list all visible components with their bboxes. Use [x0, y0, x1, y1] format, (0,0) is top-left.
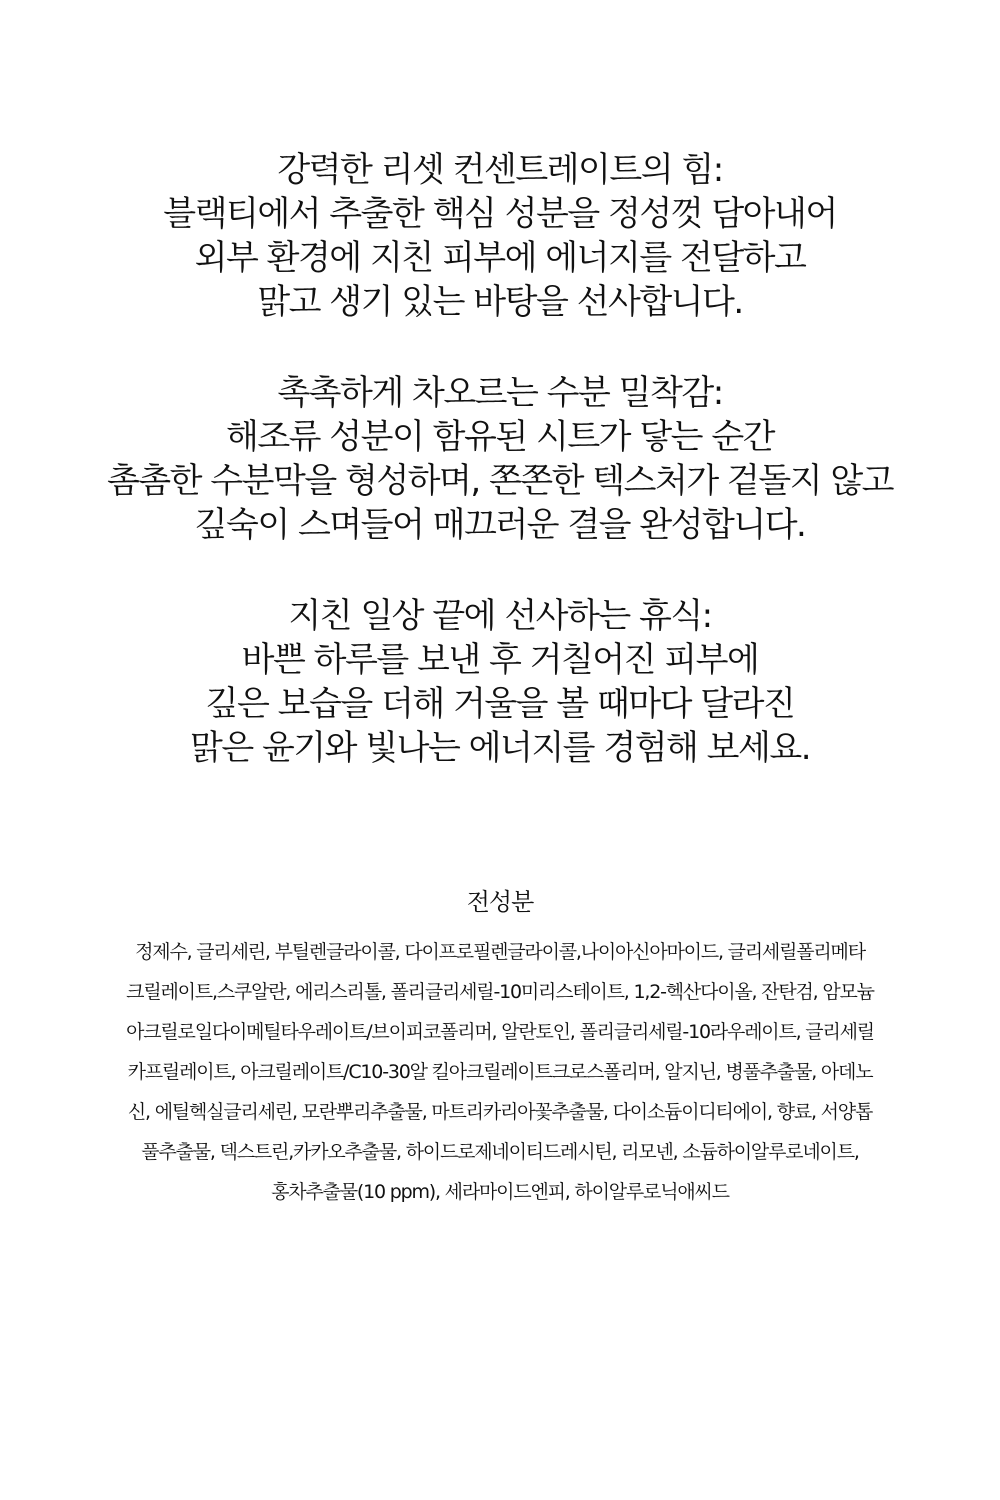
- copy-line: 촘촘한 수분막을 형성하며, 쫀쫀한 텍스처가 겉돌지 않고: [106, 461, 894, 501]
- copy-line: 블랙티에서 추출한 핵심 성분을 정성껏 담아내어: [163, 194, 837, 234]
- ingredients-line: 정제수, 글리세린, 부틸렌글라이콜, 다이프로필렌글라이콜,나이아신아마이드, 글리세릴폴리메타: [135, 941, 865, 963]
- copy-line: 깊숙이 스며들어 매끄러운 결을 완성합니다.: [194, 505, 806, 545]
- copy-line: 해조류 성분이 함유된 시트가 닿는 순간: [225, 417, 775, 457]
- main-copy: [0, 148, 1000, 817]
- copy-line: 맑고 생기 있는 바탕을 선사합니다.: [257, 282, 743, 322]
- copy-line: 깊은 보습을 더해 거울을 볼 때마다 달라진: [205, 684, 795, 724]
- copy-block-daily-rest: [0, 594, 1000, 770]
- ingredients-line: 크릴레이트,스쿠알란, 에리스리톨, 폴리글리세릴-10미리스테이트, 1,2-헥산다이올, 잔탄검, 암모늄: [126, 981, 874, 1003]
- ingredients-line: 아크릴로일다이메틸타우레이트/브이피코폴리머, 알란토인, 폴리글리세릴-10라우레이트, 글리세릴: [126, 1021, 874, 1043]
- ingredients-line: 홍차추출물(10 ppm), 세라마이드엔피, 하이알루로닉애씨드: [271, 1181, 729, 1203]
- ingredients-line: 카프릴레이트, 아크릴레이트/C10-30알 킬아크릴레이트크로스폴리머, 알지닌, 병풀추출물, 아데노: [127, 1061, 873, 1083]
- ingredients-title: 전성분: [466, 888, 534, 916]
- copy-line: 바쁜 하루를 보낸 후 거칠어진 피부에: [241, 640, 759, 680]
- ingredients-section: [0, 884, 1000, 1212]
- ingredients-line: 풀추출물, 덱스트린,카카오추출물, 하이드로제네이티드레시틴, 리모넨, 소듐하이알루로네이트,: [141, 1141, 859, 1163]
- copy-heading: 지친 일상 끝에 선사하는 휴식:: [288, 596, 712, 636]
- copy-block-moisture-adhesion: [0, 371, 1000, 547]
- copy-line: 맑은 윤기와 빛나는 에너지를 경험해 보세요.: [189, 728, 811, 768]
- ingredients-line: 신, 에틸헥실글리세린, 모란뿌리추출물, 마트리카리아꽃추출물, 다이소듐이디티에이, 향료, 서양톱: [127, 1101, 873, 1123]
- copy-heading: 강력한 리셋 컨센트레이트의 힘:: [277, 150, 723, 190]
- copy-line: 외부 환경에 지친 피부에 에너지를 전달하고: [194, 238, 806, 278]
- copy-block-reset-concentrate: [0, 148, 1000, 324]
- copy-heading: 촉촉하게 차오르는 수분 밀착감:: [277, 373, 723, 413]
